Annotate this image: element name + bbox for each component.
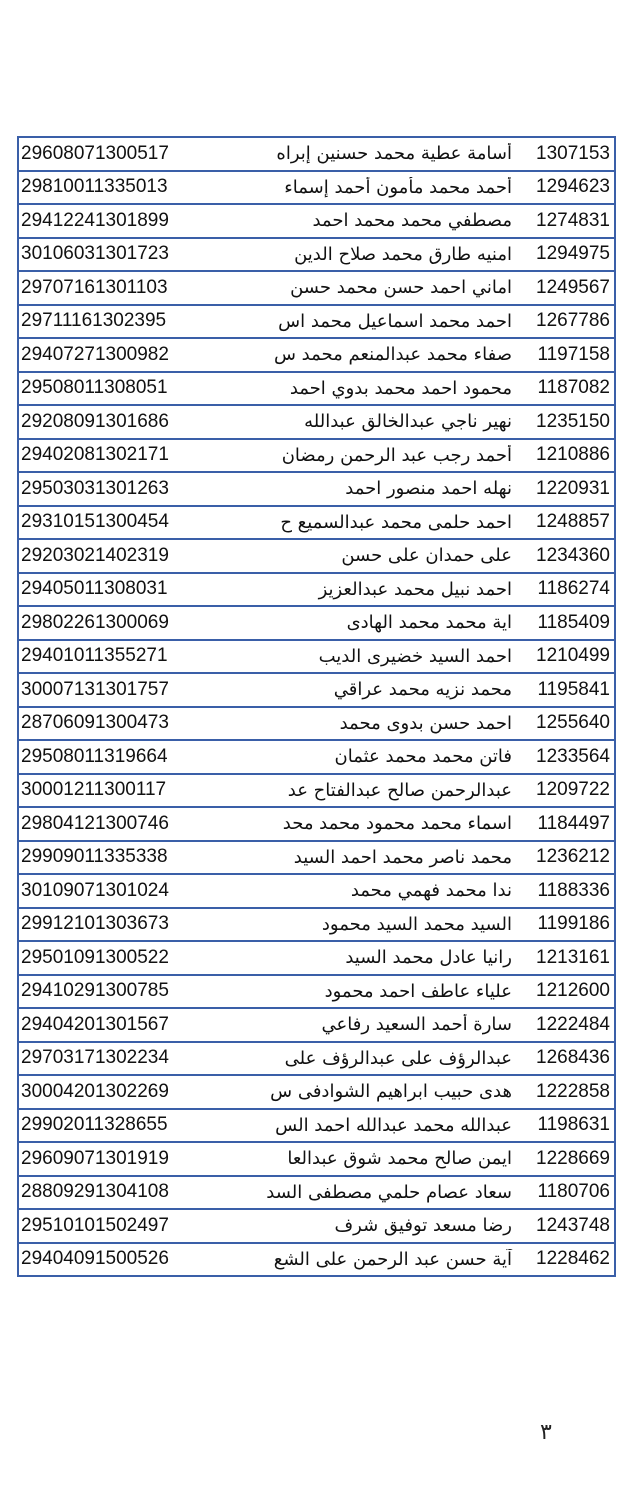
name-cell: اسماء محمد محمود محمد محد <box>282 813 512 835</box>
table-row <box>19 909 614 943</box>
code-cell: 1294623 <box>536 176 610 198</box>
name-cell: فاتن محمد محمد عثمان <box>334 746 512 768</box>
national-id-cell: 29810011335013 <box>21 176 168 198</box>
name-cell: محمد نزيه محمد عراقي <box>333 679 512 701</box>
code-cell: 1199186 <box>537 913 610 935</box>
table-row <box>19 808 614 842</box>
table-row <box>19 473 614 507</box>
code-cell: 1210499 <box>536 645 610 667</box>
table-row <box>19 875 614 909</box>
national-id-cell: 29608071300517 <box>21 142 169 164</box>
table-row <box>19 172 614 206</box>
code-cell: 1249567 <box>536 276 610 298</box>
table-row <box>19 1210 614 1244</box>
code-cell: 1274831 <box>536 209 610 231</box>
code-cell: 1187082 <box>537 377 610 399</box>
national-id-cell: 29802261300069 <box>21 611 169 633</box>
code-cell: 1233564 <box>536 745 610 767</box>
name-cell: احمد حلمى محمد عبدالسميع ح <box>280 511 512 533</box>
national-id-cell: 29508011308051 <box>21 377 168 399</box>
code-cell: 1198631 <box>537 1114 610 1136</box>
name-cell: اماني احمد حسن محمد حسن <box>290 277 512 299</box>
table-row <box>19 708 614 742</box>
name-cell: احمد حسن بدوى محمد <box>339 712 512 734</box>
name-cell: آية حسن عبد الرحمن على الشع <box>273 1248 512 1270</box>
national-id-cell: 29707161301103 <box>21 276 168 298</box>
table-row <box>19 942 614 976</box>
code-cell: 1307153 <box>536 142 610 164</box>
table-row <box>19 1143 614 1177</box>
national-id-cell: 30007131301757 <box>21 678 169 700</box>
national-id-cell: 29510101502497 <box>21 1214 169 1236</box>
code-cell: 1210886 <box>536 444 610 466</box>
national-id-cell: 28809291304108 <box>21 1181 169 1203</box>
table-row <box>19 138 614 172</box>
code-cell: 1184497 <box>537 812 610 834</box>
name-cell: رضا مسعد توفيق شرف <box>334 1215 512 1237</box>
name-cell: امنيه طارق محمد صلاح الدين <box>294 243 512 265</box>
code-cell: 1294975 <box>536 243 610 265</box>
national-id-cell: 29407271300982 <box>21 343 169 365</box>
table-row <box>19 741 614 775</box>
code-cell: 1220931 <box>536 477 610 499</box>
national-id-cell: 29410291300785 <box>21 980 169 1002</box>
table-row <box>19 1110 614 1144</box>
national-id-cell: 29609071301919 <box>21 1147 169 1169</box>
name-cell: نهله احمد منصور احمد <box>345 478 512 500</box>
national-id-cell: 29402081302171 <box>21 444 169 466</box>
code-cell: 1228669 <box>536 1147 610 1169</box>
national-id-cell: 30001211300117 <box>21 779 167 801</box>
name-cell: أسامة عطية محمد حسنين إبراه <box>276 143 512 165</box>
name-cell: عبدالرؤف على عبدالرؤف على <box>284 1047 512 1069</box>
national-id-cell: 29909011335338 <box>21 846 168 868</box>
national-id-cell: 29412241301899 <box>21 209 169 231</box>
code-cell: 1236212 <box>536 846 610 868</box>
name-cell: ندا محمد فهمي محمد <box>350 880 512 902</box>
national-id-cell: 30109071301024 <box>21 879 169 901</box>
name-cell: نهير ناجي عبدالخالق عبدالله <box>304 411 512 433</box>
name-cell: احمد السيد خضيرى الديب <box>318 645 512 667</box>
name-cell: السيد محمد السيد محمود <box>321 913 512 935</box>
name-cell: على حمدان على حسن <box>341 545 512 567</box>
table-row <box>19 306 614 340</box>
code-cell: 1188336 <box>537 879 610 901</box>
national-id-cell: 29310151300454 <box>21 511 169 533</box>
code-cell: 1209722 <box>536 779 610 801</box>
table-row <box>19 272 614 306</box>
code-cell: 1248857 <box>536 511 610 533</box>
code-cell: 1235150 <box>536 410 610 432</box>
code-cell: 1222858 <box>536 1080 610 1102</box>
code-cell: 1267786 <box>536 310 610 332</box>
code-cell: 1197158 <box>537 343 610 365</box>
name-cell: هدى حبيب ابراهيم الشوادفى س <box>270 1081 512 1103</box>
table-row <box>19 1244 614 1278</box>
name-cell: محمد ناصر محمد احمد السيد <box>293 846 512 868</box>
national-id-cell: 29703171302234 <box>21 1047 169 1069</box>
table-row <box>19 440 614 474</box>
national-id-cell: 29804121300746 <box>21 812 169 834</box>
name-cell: ايمن صالح محمد شوق عبدالعا <box>287 1148 512 1170</box>
table-row <box>19 239 614 273</box>
name-cell: عبدالرحمن صالح عبدالفتاح عد <box>287 779 512 801</box>
national-id-cell: 29711161302395 <box>21 310 167 332</box>
national-id-cell: 29902011328655 <box>21 1114 168 1136</box>
code-cell: 1185409 <box>537 611 610 633</box>
national-id-cell: 30004201302269 <box>21 1080 169 1102</box>
code-cell: 1268436 <box>536 1047 610 1069</box>
table-row <box>19 205 614 239</box>
name-cell: احمد محمد اسماعيل محمد اس <box>278 310 512 332</box>
name-cell: احمد نبيل محمد عبدالعزيز <box>318 578 512 600</box>
table-row <box>19 842 614 876</box>
national-id-cell: 28706091300473 <box>21 712 169 734</box>
name-cell: اية محمد محمد الهادى <box>346 612 512 634</box>
name-cell: سارة أحمد السعيد رفاعي <box>321 1014 512 1036</box>
code-cell: 1243748 <box>536 1214 610 1236</box>
national-id-cell: 29404091500526 <box>21 1248 169 1270</box>
name-cell: سعاد عصام حلمي مصطفى السد <box>266 1181 512 1203</box>
name-cell: أحمد رجب عبد الرحمن رمضان <box>281 444 512 466</box>
table-row <box>19 1177 614 1211</box>
table-row <box>19 1076 614 1110</box>
name-cell: مصطفي محمد محمد احمد <box>312 210 512 232</box>
table-row <box>19 674 614 708</box>
code-cell: 1228462 <box>536 1248 610 1270</box>
national-id-cell: 29508011319664 <box>21 745 168 767</box>
name-cell: رانيا عادل محمد السيد <box>345 947 512 969</box>
table-row <box>19 1043 614 1077</box>
name-cell: أحمد محمد مأمون أحمد إسماء <box>284 176 512 198</box>
code-cell: 1195841 <box>537 678 610 700</box>
name-cell: صفاء محمد عبدالمنعم محمد س <box>273 344 512 366</box>
table-row <box>19 339 614 373</box>
code-cell: 1213161 <box>536 946 610 968</box>
national-id-cell: 29404201301567 <box>21 1013 169 1035</box>
table-row <box>19 540 614 574</box>
national-id-cell: 29401011355271 <box>21 645 168 667</box>
table-row <box>19 976 614 1010</box>
national-id-cell: 29208091301686 <box>21 410 169 432</box>
national-id-cell: 29203021402319 <box>21 544 169 566</box>
code-cell: 1255640 <box>536 712 610 734</box>
national-id-cell: 29503031301263 <box>21 477 169 499</box>
code-cell: 1222484 <box>536 1013 610 1035</box>
students-table <box>17 136 616 1277</box>
national-id-cell: 29501091300522 <box>21 946 169 968</box>
code-cell: 1186274 <box>537 578 610 600</box>
name-cell: محمود احمد محمد بدوي احمد <box>289 377 512 399</box>
table-row <box>19 574 614 608</box>
table-row <box>19 406 614 440</box>
name-cell: عبدالله محمد عبدالله احمد الس <box>275 1114 512 1136</box>
table-row <box>19 607 614 641</box>
page-number: ٣ <box>540 1420 552 1445</box>
national-id-cell: 30106031301723 <box>21 243 169 265</box>
table-row <box>19 1009 614 1043</box>
national-id-cell: 29405011308031 <box>21 578 168 600</box>
table-row <box>19 373 614 407</box>
code-cell: 1234360 <box>536 544 610 566</box>
code-cell: 1180706 <box>537 1181 610 1203</box>
national-id-cell: 29912101303673 <box>21 913 169 935</box>
table-row <box>19 641 614 675</box>
name-cell: علياء عاطف احمد محمود <box>324 980 512 1002</box>
code-cell: 1212600 <box>536 980 610 1002</box>
table-row <box>19 775 614 809</box>
table-row <box>19 507 614 541</box>
